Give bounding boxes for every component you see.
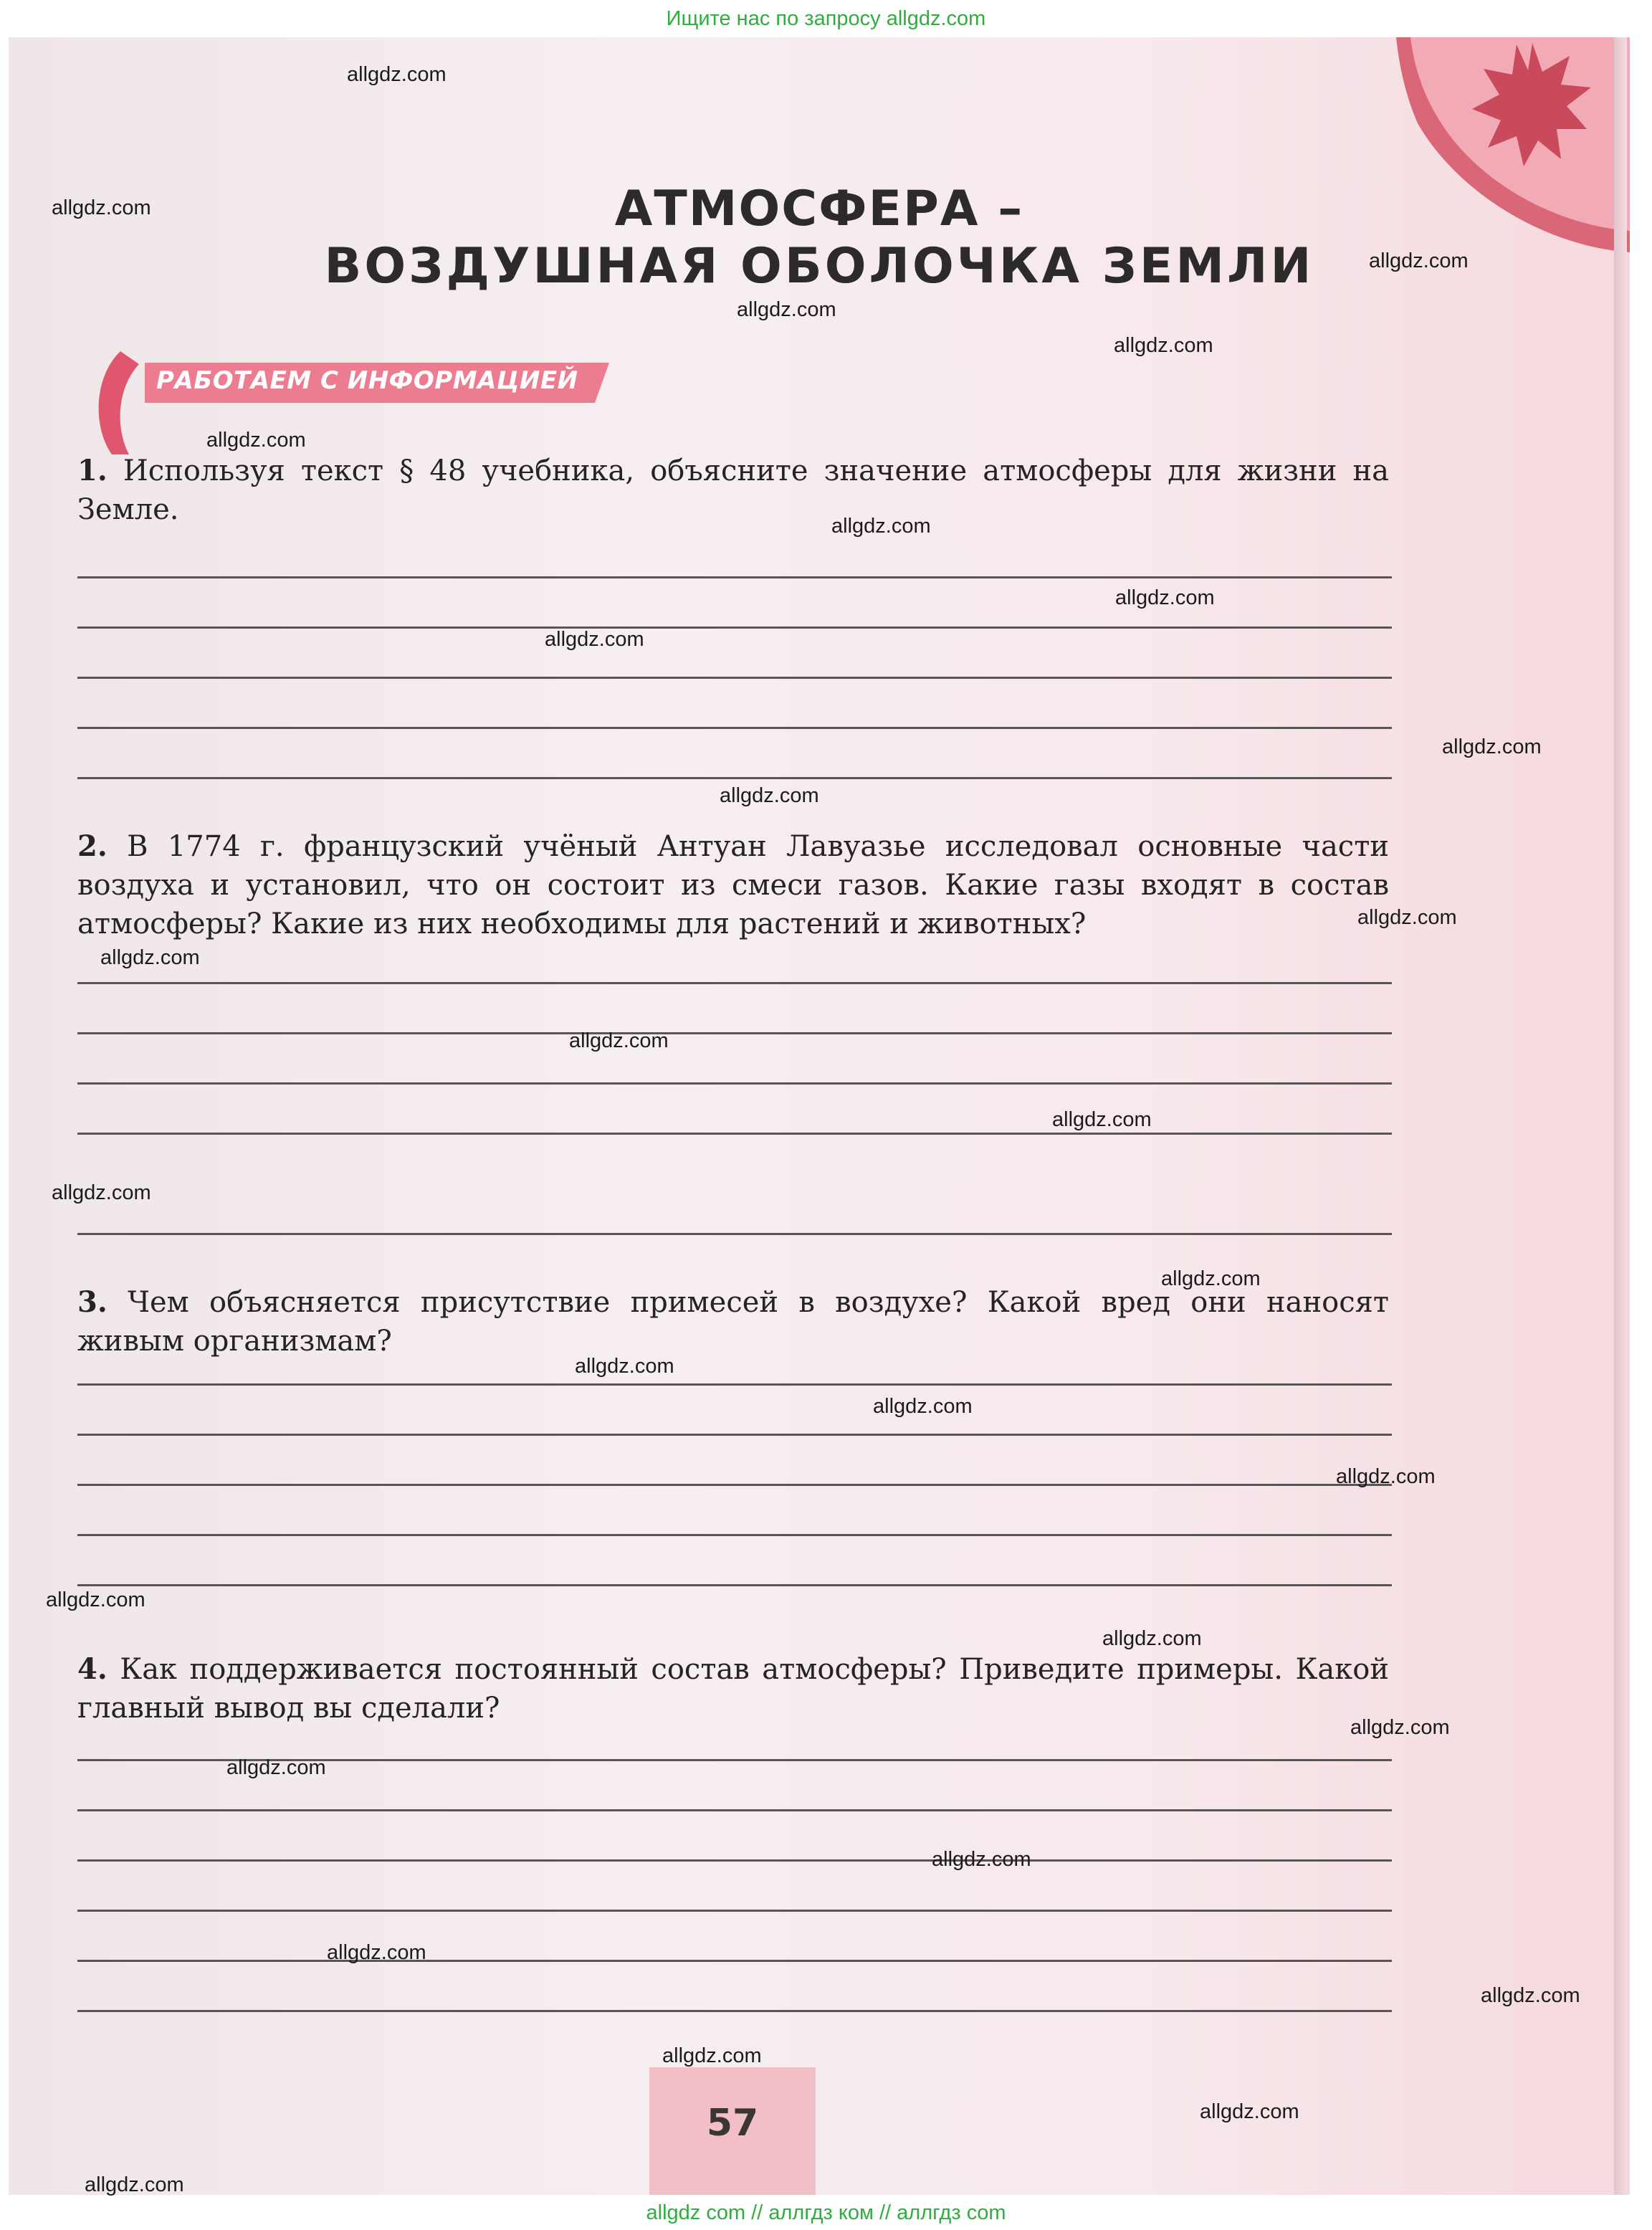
- answer-line[interactable]: [77, 1960, 1392, 1962]
- watermark: allgdz.com: [327, 1941, 426, 1964]
- watermark: allgdz.com: [1114, 334, 1213, 357]
- question-1-text: Используя текст § 48 учебника, объясните значение атмосферы для жизни на Земле.: [77, 454, 1389, 526]
- watermark: allgdz.com: [1369, 249, 1469, 272]
- answer-line[interactable]: [77, 1233, 1392, 1235]
- watermark: allgdz.com: [52, 1181, 151, 1204]
- answer-line[interactable]: [77, 727, 1392, 729]
- watermark: allgdz.com: [52, 196, 151, 219]
- section-label: РАБОТАЕМ С ИНФОРМАЦИЕЙ: [156, 366, 578, 395]
- question-4: [77, 1650, 1389, 1728]
- answer-line[interactable]: [77, 626, 1392, 629]
- page-title-line-1: АТМОСФЕРА –: [614, 181, 1024, 237]
- answer-line[interactable]: [77, 1534, 1392, 1536]
- watermark: allgdz.com: [1442, 735, 1542, 758]
- watermark: allgdz.com: [206, 429, 306, 452]
- watermark: allgdz.com: [1102, 1627, 1202, 1650]
- top-banner[interactable]: Ищите нас по запросу allgdz.com: [666, 7, 986, 30]
- watermark: allgdz.com: [1161, 1267, 1261, 1290]
- watermark: allgdz.com: [1200, 2100, 1299, 2123]
- answer-line[interactable]: [77, 1032, 1392, 1034]
- question-3: [77, 1283, 1389, 1361]
- watermark: allgdz.com: [1481, 1984, 1580, 2007]
- workbook-page: [9, 37, 1630, 2195]
- watermark: allgdz.com: [85, 2173, 184, 2196]
- answer-line[interactable]: [77, 576, 1392, 578]
- question-2-number: 2.: [77, 829, 108, 863]
- watermark: allgdz.com: [737, 298, 836, 321]
- question-3-number: 3.: [77, 1285, 108, 1319]
- watermark: allgdz.com: [932, 1848, 1031, 1871]
- answer-line[interactable]: [77, 1082, 1392, 1085]
- watermark: allgdz.com: [831, 515, 931, 538]
- watermark: allgdz.com: [347, 63, 447, 86]
- watermark: allgdz.com: [873, 1395, 973, 1418]
- watermark: allgdz.com: [545, 628, 644, 651]
- watermark: allgdz.com: [46, 1588, 145, 1611]
- question-3-text: Чем объясняется присутствие примесей в воздухе? Какой вред они наносят живым организмам?: [77, 1286, 1389, 1358]
- question-4-number: 4.: [77, 1652, 108, 1686]
- answer-line[interactable]: [77, 1809, 1392, 1811]
- watermark: allgdz.com: [662, 2044, 762, 2067]
- page-edge: [1614, 37, 1627, 2195]
- answer-line[interactable]: [77, 1133, 1392, 1135]
- answer-line[interactable]: [77, 1383, 1392, 1386]
- question-2: [77, 827, 1389, 943]
- watermark: allgdz.com: [569, 1029, 669, 1052]
- bottom-banner[interactable]: allgdz com // аллгдз ком // аллгдз com: [646, 2201, 1006, 2224]
- answer-line[interactable]: [77, 2010, 1392, 2012]
- question-4-text: Как поддерживается постоянный состав атмосферы? Приведите примеры. Какой главный вывод вы сделали?: [77, 1653, 1390, 1725]
- answer-line[interactable]: [77, 982, 1392, 984]
- question-1: [77, 452, 1389, 529]
- answer-line[interactable]: [77, 1859, 1392, 1862]
- answer-line[interactable]: [77, 1484, 1392, 1486]
- answer-line[interactable]: [77, 1584, 1392, 1586]
- question-2-text: В 1774 г. французский учёный Антуан Лавуазье исследовал основные части воздуха и установил, что он состоит из смеси газов. Какие газы входят в состав атмосферы? Какие из них необходимы для растений и животных?: [77, 830, 1389, 940]
- watermark: allgdz.com: [226, 1756, 326, 1779]
- answer-line[interactable]: [77, 1910, 1392, 1912]
- question-1-number: 1.: [77, 454, 108, 487]
- watermark: allgdz.com: [100, 946, 200, 969]
- watermark: allgdz.com: [1052, 1108, 1152, 1131]
- watermark: allgdz.com: [1336, 1465, 1436, 1488]
- watermark: allgdz.com: [575, 1355, 674, 1378]
- answer-line[interactable]: [77, 777, 1392, 779]
- watermark: allgdz.com: [1115, 586, 1215, 609]
- answer-line[interactable]: [77, 677, 1392, 679]
- watermark: allgdz.com: [1350, 1716, 1450, 1739]
- watermark: allgdz.com: [720, 784, 819, 807]
- page-number: 57: [706, 2102, 759, 2145]
- page-title-line-2: ВОЗДУШНАЯ ОБОЛОЧКА ЗЕМЛИ: [324, 238, 1314, 295]
- watermark: allgdz.com: [1357, 906, 1457, 929]
- answer-line[interactable]: [77, 1434, 1392, 1436]
